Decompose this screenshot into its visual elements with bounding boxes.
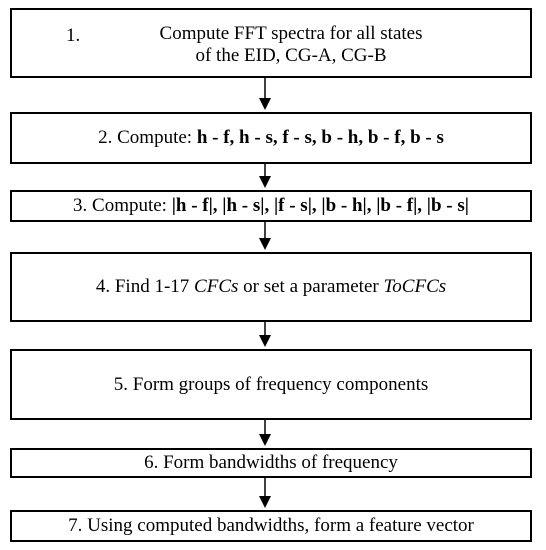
- step-1-line-1: Compute FFT spectra for all states: [159, 23, 423, 44]
- step-2-box: [10, 112, 532, 164]
- step-1-line-2: of the EID, CG-A, CG-B: [195, 45, 387, 66]
- step-1-number: 1.: [66, 25, 81, 46]
- step-5-box: [10, 349, 532, 420]
- step-2-prefix: 2. Compute:: [98, 127, 197, 148]
- step-4-cfcs: CFCs: [194, 276, 239, 297]
- step-6-text: 6. Form bandwidths of frequency: [144, 452, 398, 473]
- step-3-prefix: 3. Compute:: [73, 195, 172, 216]
- step-7-box: [10, 510, 532, 542]
- step-7-text: 7. Using computed bandwidths, form a feature vector: [68, 515, 474, 536]
- step-5-text: 5. Form groups of frequency components: [113, 373, 429, 395]
- step-3-items: |h - f|, |h - s|, |f - s|, |b - h|, |b - f|, |b - s|: [171, 195, 469, 216]
- step-3-box: [10, 190, 532, 222]
- step-4-text-b: or set a parameter: [238, 276, 384, 297]
- step-4-box: [10, 252, 532, 322]
- step-2-items: h - f, h - s, f - s, b - h, b - f, b - s: [196, 127, 444, 148]
- step-4-tocfcs: ToCFCs: [383, 276, 447, 297]
- step-6-box: [10, 448, 532, 478]
- step-4-text-a: 4. Find 1-17: [95, 276, 195, 297]
- step-1-box: [10, 8, 532, 78]
